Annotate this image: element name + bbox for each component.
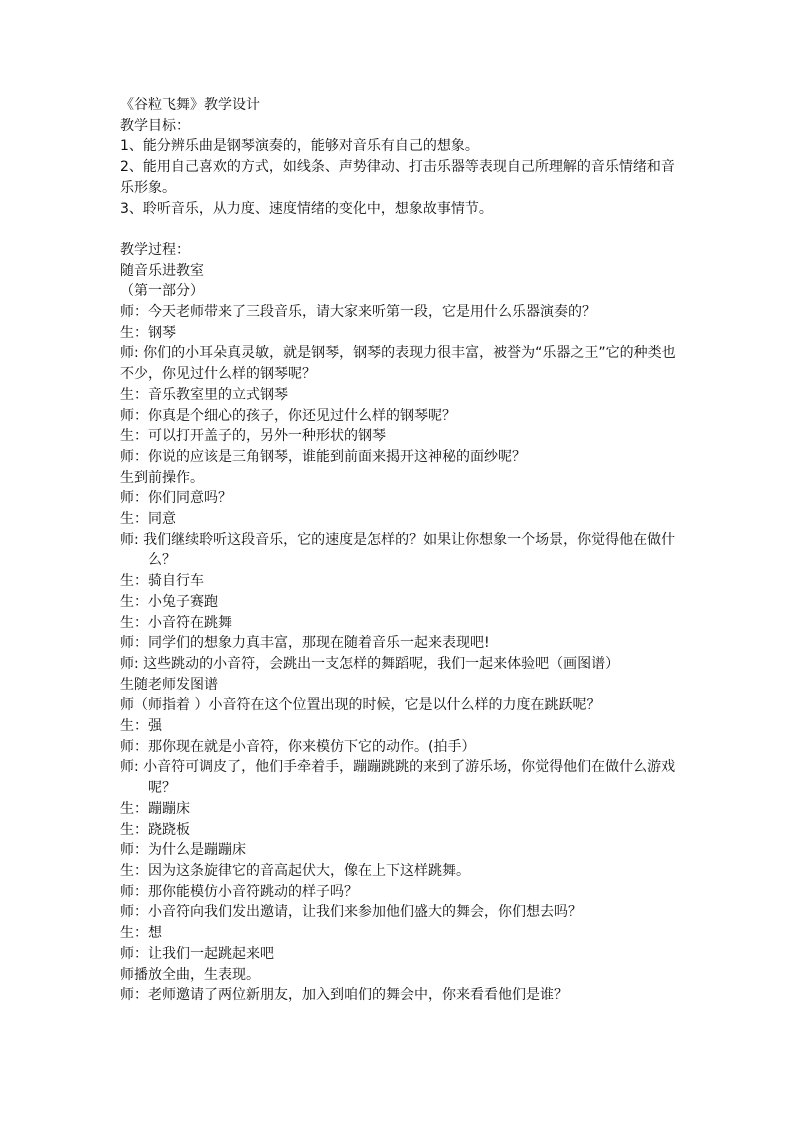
process-line: 随音乐进教室 (120, 262, 204, 279)
blank-line (120, 219, 680, 240)
dialogue-line: 生：骑自行车 (120, 573, 204, 590)
dialogue-line: 师：为什么是蹦蹦床 (120, 842, 246, 859)
dialogue-line: 师：那你能模仿小音符跳动的样子吗？ (120, 883, 358, 900)
dialogue-line: 生：音乐教室里的立式钢琴 (120, 386, 288, 403)
objective-item: 3、聆听音乐，从力度、速度情绪的变化中，想象故事情节。 (120, 200, 493, 217)
dialogue-line: 师：今天老师带来了三段音乐，请大家来听第一段，它是用什么乐器演奏的？ (120, 304, 596, 321)
dialogue-line: 生：想 (120, 925, 162, 942)
dialogue-line: 师：小音符向我们发出邀请，让我们来参加他们盛大的舞会，你们想去吗？ (120, 904, 582, 921)
dialogue-line: 生：因为这条旋律它的音高起伏大，像在上下这样跳舞。 (120, 863, 470, 879)
document-body (120, 95, 680, 1006)
objectives-heading: 教学目标： (120, 117, 190, 134)
dialogue-line: 师：你说的应该是三角钢琴，谁能到前面来揭开这神秘的面纱呢？ (120, 448, 526, 465)
dialogue-line: 师: 我们继续聆听这段音乐，它的速度是怎样的？如果让你想象一个场景，你觉得他在做什么？ (120, 531, 676, 569)
objective-item: 1、能分辨乐曲是钢琴演奏的，能够对音乐有自己的想象。 (120, 138, 479, 155)
dialogue-line: 师：你真是个细心的孩子，你还见过什么样的钢琴呢？ (120, 407, 456, 424)
process-line: （第一部分） (120, 283, 204, 300)
dialogue-line: 生：可以打开盖子的，另外一种形状的钢琴 (120, 428, 386, 445)
dialogue-line: 师：让我们一起跳起来吧 (120, 945, 274, 962)
dialogue-line: 师: 这些跳动的小音符，会跳出一支怎样的舞蹈呢，我们一起来体验吧（画图谱） (120, 655, 620, 672)
dialogue-line: 师：同学们的想象力真丰富，那现在随着音乐一起来表现吧! (120, 635, 490, 652)
dialogue-line: 生：同意 (120, 511, 176, 528)
process-line: 生随老师发图谱 (120, 676, 218, 693)
dialogue-line: 生：蹦蹦床 (120, 800, 190, 817)
dialogue-line: 师: 小音符可调皮了，他们手牵着手，蹦蹦跳跳的来到了游乐场，你觉得他们在做什么游戏呢？ (120, 759, 676, 797)
document-title: 《谷粒飞舞》教学设计 (120, 97, 260, 113)
dialogue-line: 生：跷跷板 (120, 821, 190, 838)
dialogue-line: 生：小音符在跳舞 (120, 614, 232, 631)
dialogue-line: 师：你们同意吗？ (120, 490, 232, 507)
process-line: 生到前操作。 (120, 469, 204, 486)
dialogue-line: 师（师指着 ）小音符在这个位置出现的时候，它是以什么样的力度在跳跃呢？ (120, 697, 601, 714)
process-heading: 教学过程： (120, 241, 190, 258)
dialogue-line: 生：小兔子赛跑 (120, 593, 218, 610)
dialogue-line: 师：老师邀请了两位新朋友，加入到咱们的舞会中，你来看看他们是谁？ (120, 987, 568, 1004)
dialogue-line: 生：强 (120, 718, 162, 735)
dialogue-line: 师: 你们的小耳朵真灵敏，就是钢琴，钢琴的表现力很丰富，被誉为“乐器之王”它的种类也不少，你见过什么样的钢琴呢？ (120, 345, 676, 383)
process-line: 师播放全曲，生表现。 (120, 966, 260, 983)
dialogue-line: 师：那你现在就是小音符，你来模仿下它的动作。(拍手） (120, 738, 476, 755)
dialogue-line: 生：钢琴 (120, 324, 176, 341)
objective-item: 2、能用自己喜欢的方式，如线条、声势律动、打击乐器等表现自己所理解的音乐情绪和音乐形象。 (120, 159, 675, 196)
